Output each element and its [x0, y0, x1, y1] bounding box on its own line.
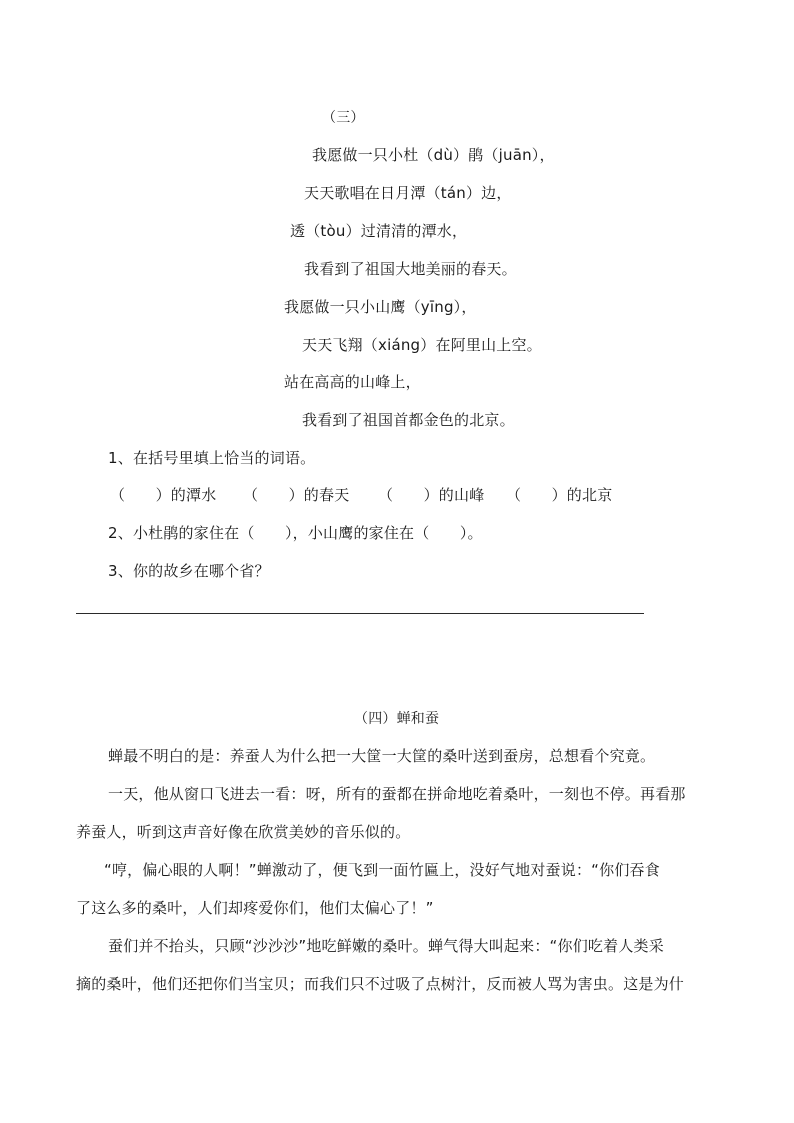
poem-line-3: 透（tòu）过清清的潭水，	[290, 222, 468, 240]
section-4-title: （四）蝉和蚕	[354, 711, 440, 727]
question-1: 1、在括号里填上恰当的词语。	[108, 449, 316, 467]
poem-line-5: 我愿做一只小山鹰（yīng），	[284, 298, 477, 316]
blank-spring[interactable]: （ ）的春天	[243, 486, 350, 504]
question-3: 3、你的故乡在哪个省？	[108, 562, 270, 580]
story-line-3: 养蚕人，听到这声音好像在欣赏美妙的音乐似的。	[76, 823, 411, 841]
answer-line[interactable]	[76, 613, 644, 614]
story-line-5: 了这么多的桑叶，人们却疼爱你们，他们太偏心了！”	[76, 899, 434, 917]
question-1-blanks	[110, 485, 612, 505]
story-line-6: 蚕们并不抬头，只顾“沙沙沙”地吃鲜嫩的桑叶。蝉气得大叫起来：“你们吃着人类采	[108, 937, 664, 955]
story-line-4: “哼，偏心眼的人啊！”蝉激动了，便飞到一面竹匾上，没好气地对蚕说：“你们吞食	[104, 861, 660, 879]
poem-line-8: 我看到了祖国首都金色的北京。	[302, 411, 515, 429]
story-line-2: 一天，他从窗口飞进去一看：呀，所有的蚕都在拼命地吃着桑叶，一刻也不停。再看那	[108, 785, 686, 803]
poem-line-1: 我愿做一只小杜（dù）鹃（juān），	[312, 146, 555, 164]
blank-tan-water[interactable]: （ ）的潭水	[110, 486, 217, 504]
poem-line-2: 天天歌唱在日月潭（tán）边，	[304, 184, 512, 202]
poem-line-4: 我看到了祖国大地美丽的春天。	[304, 260, 517, 278]
poem-line-7: 站在高高的山峰上，	[284, 373, 421, 391]
story-line-7: 摘的桑叶，他们还把你们当宝贝；而我们只不过吸了点树汁，反而被人骂为害虫。这是为什	[76, 975, 685, 993]
section-3-title: （三）	[322, 110, 365, 126]
story-line-1: 蝉最不明白的是：养蚕人为什么把一大筐一大筐的桑叶送到蚕房，总想看个究竟。	[108, 747, 656, 765]
poem-line-6: 天天飞翔（xiáng）在阿里山上空。	[302, 336, 542, 354]
question-2[interactable]: 2、小杜鹃的家住在（ ），小山鹰的家住在（ ）。	[108, 524, 483, 542]
blank-beijing[interactable]: （ ）的北京	[506, 486, 613, 504]
blank-peak[interactable]: （ ）的山峰	[378, 486, 485, 504]
